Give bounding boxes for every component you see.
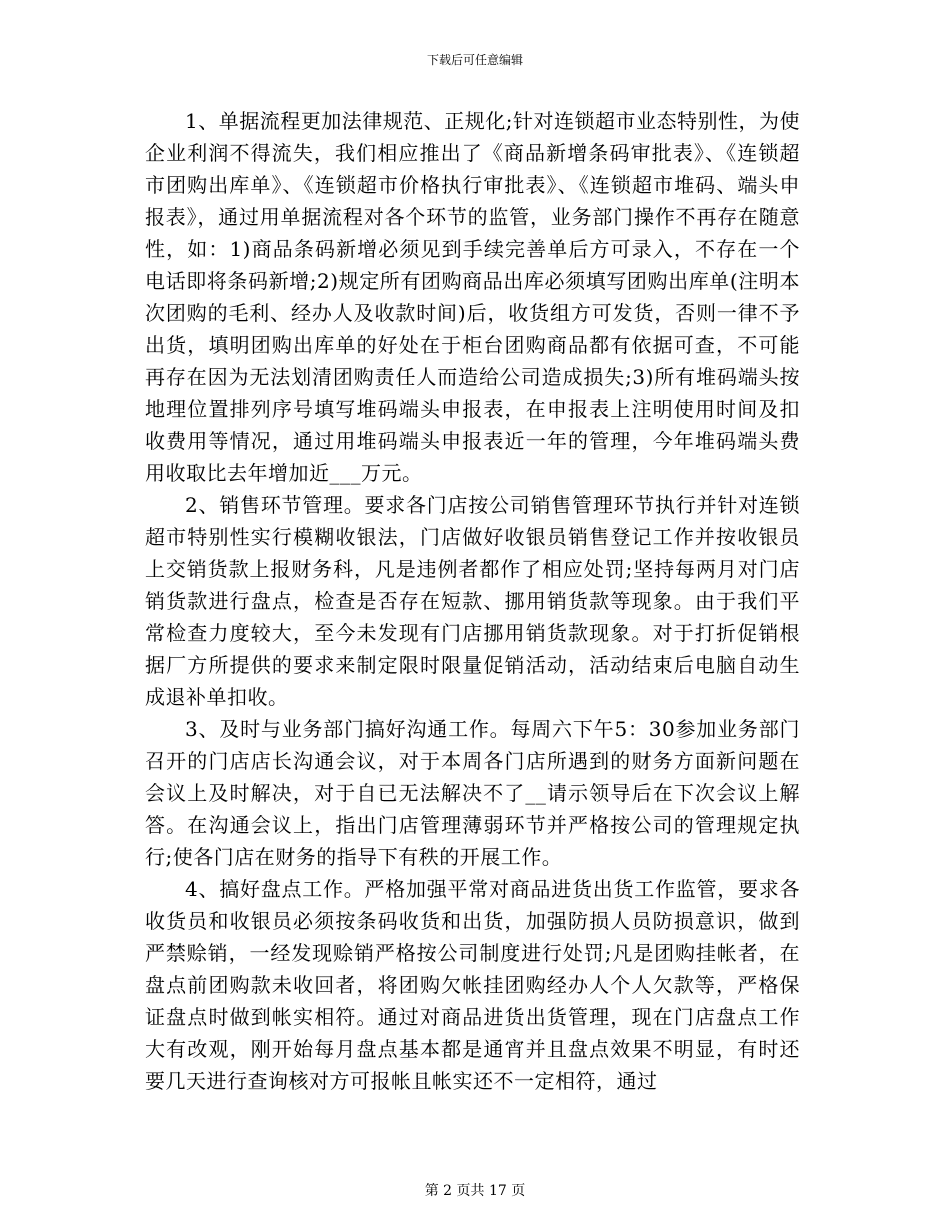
paragraph-3: 3、及时与业务部门搞好沟通工作。每周六下午5：30参加业务部门召开的门店店长沟通会议，对于本周各门店所遇到的财务方面新问题在会议上及时解决，对于自已无法解决不了__请示领导后在下次会议上解答。在沟通会议上，指出门店管理薄弱环节并严格按公司的管理规定执行;使各门店在财务的指导下有秩的开展工作。	[145, 717, 800, 869]
page-footer: 第 2 页共 17 页	[424, 1183, 526, 1199]
paragraph-2: 2、销售环节管理。要求各门店按公司销售管理环节执行并针对连锁超市特别性实行模糊收银法，门店做好收银员销售登记工作并按收银员上交销货款上报财务科，凡是违例者都作了相应处罚;坚持每两月对门店销货款进行盘点，检查是否存在短款、挪用销货款等现象。由于我们平常检查力度较大，至今未发现有门店挪用销货款现象。对于打折促销根据厂方所提供的要求来制定限时限量促销活动，活动结束后电脑自动生成退补单扣收。	[145, 493, 800, 709]
paragraph-4: 4、搞好盘点工作。严格加强平常对商品进货出货工作监管，要求各收货员和收银员必须按条码收货和出货，加强防损人员防损意识，做到严禁赊销，一经发现赊销严格按公司制度进行处罚;凡是团购挂帐者，在盘点前团购款未收回者，将团购欠帐挂团购经办人个人欠款等，严格保证盘点时做到帐实相符。通过对商品进货出货管理，现在门店盘点工作大有改观，刚开始每月盘点基本都是通宵并且盘点效果不明显，有时还要几天进行查询核对方可报帐且帐实还不一定相符，通过	[145, 877, 800, 1093]
page-header: 下载后可任意编辑	[426, 53, 523, 67]
paragraph-1: 1、单据流程更加法律规范、正规化;针对连锁超市业态特别性，为使企业利润不得流失，我们相应推出了《商品新增条码审批表》、《连锁超市团购出库单》、《连锁超市价格执行审批表》、《连锁超市堆码、端头申报表》，通过用单据流程对各个环节的监管，业务部门操作不再存在随意性，如：1)商品条码新增必须见到手续完善单后方可录入，不存在一个电话即将条码新增;2)规定所有团购商品出库必须填写团购出库单(注明本次团购的毛利、经办人及收款时间)后，收货组方可发货，否则一律不予出货，填明团购出库单的好处在于柜台团购商品都有依据可查，不可能再存在因为无法划清团购责任人而造给公司造成损失;3)所有堆码端头按地理位置排列序号填写堆码端头申报表，在申报表上注明使用时间及扣收费用等情况，通过用堆码端头申报表近一年的管理，今年堆码端头费用收取比去年增加近___万元。	[145, 109, 800, 485]
document-body	[145, 105, 800, 1097]
